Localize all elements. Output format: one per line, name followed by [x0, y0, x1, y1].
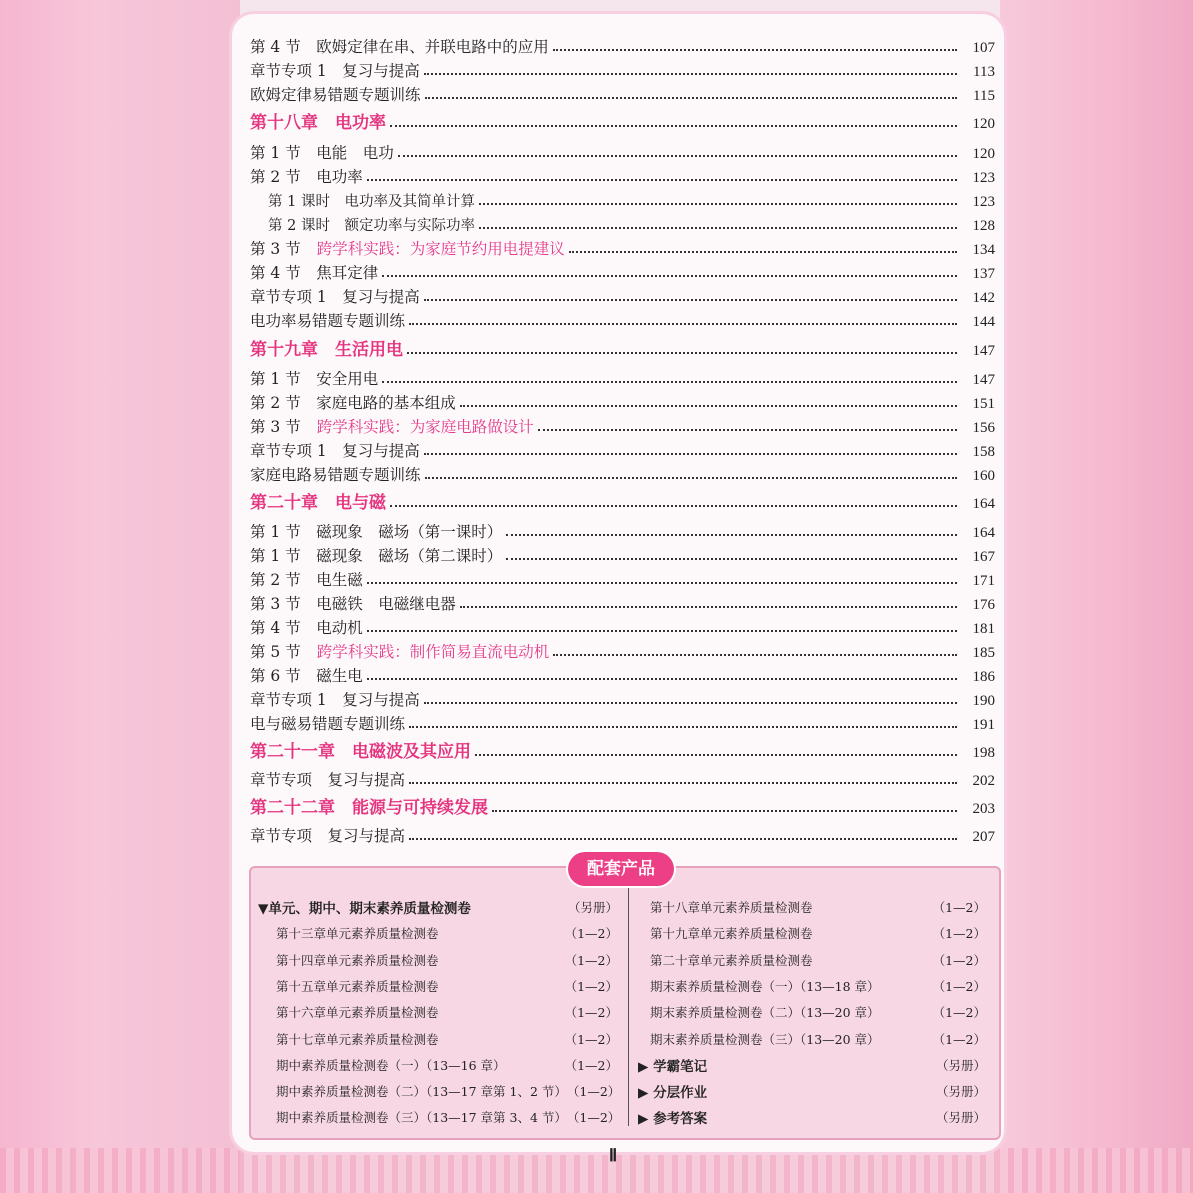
product-volume: （1—2） [932, 926, 986, 942]
toc-title: 电与磁易错题专题训练 [250, 715, 406, 733]
product-label: 第二十章单元素养质量检测卷 [650, 952, 813, 968]
toc-page-number: 120 [972, 116, 995, 132]
product-label: 第十五章单元素养质量检测卷 [276, 978, 439, 994]
dot-leader [382, 274, 957, 277]
toc-title: 第 3 节 电磁铁 电磁继电器 [250, 595, 456, 613]
product-item [638, 949, 986, 971]
toc-page-number: 147 [972, 343, 995, 359]
toc-title: 第 1 节 磁现象 磁场（第一课时） [250, 523, 503, 541]
toc-title: 第 1 课时 电功率及其简单计算 [268, 194, 475, 210]
toc-title: 第 1 节 电能 电功 [250, 144, 394, 162]
product-volume: （1—2） [932, 1005, 986, 1021]
product-item [258, 1054, 618, 1076]
toc-title: 电功率易错题专题训练 [250, 312, 406, 330]
product-item [638, 922, 986, 944]
toc-row [250, 638, 995, 662]
dot-leader [475, 753, 957, 756]
toc-title: 家庭电路易错题专题训练 [250, 466, 421, 484]
toc-chapter-row [250, 794, 995, 818]
toc-chapter-row [250, 336, 995, 360]
dot-leader [424, 452, 957, 455]
product-volume: （1—2） [932, 900, 986, 915]
toc-title: 第十九章 生活用电 [250, 340, 403, 360]
toc-row [250, 413, 995, 437]
product-volume: （1—2） [564, 926, 618, 942]
dot-leader [367, 178, 957, 181]
toc-title: 第 4 节 欧姆定律在串、并联电路中的应用 [250, 38, 549, 56]
toc-title-highlight: 跨学科实践：为家庭电路做设计 [316, 418, 534, 436]
toc-row [268, 211, 995, 235]
toc-title: 章节专项 1 复习与提高 [250, 442, 420, 460]
toc-page-number: 198 [972, 745, 995, 761]
toc-page-number: 134 [972, 242, 995, 258]
toc-page-number: 142 [972, 290, 995, 306]
toc-row [250, 307, 995, 331]
dot-leader [460, 404, 957, 407]
dot-leader [390, 504, 957, 507]
toc-row [250, 235, 995, 259]
toc-row [250, 710, 995, 734]
toc-title: 章节专项 1 复习与提高 [250, 288, 420, 306]
dot-leader [398, 154, 957, 157]
toc-row [268, 187, 995, 211]
toc-page-number: 164 [972, 496, 995, 512]
toc-page-number: 128 [972, 218, 995, 234]
product-item [258, 975, 618, 997]
product-volume: （1—2） [566, 1110, 621, 1126]
product-item [638, 1106, 986, 1128]
toc-page-number: 167 [972, 549, 995, 565]
toc-page-number: 160 [972, 468, 995, 484]
dot-leader [367, 677, 957, 680]
product-label: 第十四章单元素养质量检测卷 [276, 952, 439, 968]
toc-row [250, 163, 995, 187]
toc-page-number: 185 [972, 645, 995, 661]
toc-row [250, 33, 995, 57]
product-item [258, 949, 618, 971]
toc-title: 第二十一章 电磁波及其应用 [250, 742, 471, 762]
toc-title: 第 5 节 [250, 643, 301, 661]
product-item [258, 922, 618, 944]
toc-row [250, 283, 995, 307]
product-item [258, 896, 618, 918]
product-label: 期中素养质量检测卷（三）（13—17 章第 3、4 节） [276, 1110, 567, 1126]
product-item [638, 1001, 986, 1023]
toc-row [250, 139, 995, 163]
toc-page-number: 203 [972, 801, 995, 817]
dot-leader [460, 605, 957, 608]
toc-row [250, 662, 995, 686]
dot-leader [367, 581, 957, 584]
toc-row [250, 518, 995, 542]
toc-title: 第 2 节 家庭电路的基本组成 [250, 394, 456, 412]
product-label: ▶ 参考答案 [638, 1111, 708, 1128]
toc-title: 章节专项 1 复习与提高 [250, 62, 420, 80]
product-label: 第十六章单元素养质量检测卷 [276, 1005, 439, 1021]
toc-page-number: 156 [972, 420, 995, 436]
product-volume: （1—2） [564, 1057, 618, 1073]
product-label: 期中素养质量检测卷（二）（13—17 章第 1、2 节） [276, 1084, 567, 1100]
product-label: 期末素养质量检测卷（三）（13—20 章） [650, 1031, 880, 1047]
toc-page-number: 144 [972, 314, 995, 330]
toc-title: 第 3 节 [250, 418, 301, 436]
toc-page-number: 115 [973, 88, 995, 104]
product-volume: （1—2） [932, 1031, 986, 1047]
toc-page-number: 123 [972, 194, 995, 210]
left-decorative-margin [0, 0, 240, 1193]
toc-page-number: 207 [972, 829, 995, 845]
product-item [258, 1080, 621, 1102]
dot-leader [367, 629, 957, 632]
toc-page-number: 164 [972, 525, 995, 541]
dot-leader [538, 428, 957, 431]
dot-leader [409, 322, 957, 325]
dot-leader [553, 48, 957, 51]
dot-leader [409, 725, 957, 728]
product-volume: （1—2） [564, 1031, 618, 1047]
toc-title: 第 2 课时 额定功率与实际功率 [268, 218, 475, 234]
toc-page-number: 181 [972, 621, 995, 637]
dot-leader [479, 202, 957, 205]
page-number: Ⅱ [608, 1146, 618, 1165]
product-volume: （1—2） [564, 1005, 618, 1021]
toc-row [250, 590, 995, 614]
toc-page-number: 120 [972, 146, 995, 162]
toc-page-number: 202 [972, 773, 995, 789]
product-label: ▶ 学霸笔记 [638, 1058, 708, 1075]
dot-leader [425, 476, 957, 479]
toc-row [250, 259, 995, 283]
product-volume: （另册） [935, 1057, 986, 1073]
product-volume: （1—2） [564, 978, 618, 994]
toc-page-number: 186 [972, 669, 995, 685]
toc-chapter-row [250, 489, 995, 513]
product-volume: （1—2） [566, 1084, 621, 1100]
toc-page-number: 191 [972, 717, 995, 733]
toc-title: 第二十二章 能源与可持续发展 [250, 798, 488, 818]
dot-leader [506, 533, 957, 536]
product-item [258, 1106, 621, 1128]
product-label: 期末素养质量检测卷（二）（13—20 章） [650, 1005, 880, 1021]
toc-page-number: 107 [972, 40, 995, 56]
product-volume: （另册） [567, 900, 618, 915]
toc-page-number: 137 [972, 266, 995, 282]
toc-page-number: 151 [972, 396, 995, 412]
toc-title: 欧姆定律易错题专题训练 [250, 86, 421, 104]
toc-title: 第 2 节 电生磁 [250, 571, 363, 589]
toc-title: 第 6 节 磁生电 [250, 667, 363, 685]
toc-title: 第十八章 电功率 [250, 113, 386, 133]
toc-title: 第 1 节 安全用电 [250, 370, 379, 388]
toc-page-number: 147 [972, 372, 995, 388]
dot-leader [479, 226, 957, 229]
product-label: ▼单元、期中、期末素养质量检测卷 [258, 901, 471, 917]
companion-products-tag: 配套产品 [568, 852, 674, 886]
toc-page-number: 190 [972, 693, 995, 709]
dot-leader [424, 72, 957, 75]
dot-leader [425, 96, 957, 99]
toc-row [250, 81, 995, 105]
toc-chapter-row [250, 738, 995, 762]
product-label: 期中素养质量检测卷（一）（13—16 章） [276, 1057, 506, 1073]
toc-title: 章节专项 1 复习与提高 [250, 691, 420, 709]
dot-leader [424, 298, 957, 301]
dot-leader [492, 809, 957, 812]
toc-title-highlight: 跨学科实践：制作简易直流电动机 [316, 643, 550, 661]
dot-leader [569, 250, 957, 253]
dot-leader [382, 380, 957, 383]
product-item [638, 1080, 986, 1102]
toc-row [250, 461, 995, 485]
product-volume: （1—2） [564, 952, 618, 968]
toc-row [250, 365, 995, 389]
product-label: 第十九章单元素养质量检测卷 [650, 926, 813, 942]
toc-row [250, 566, 995, 590]
product-item [638, 896, 986, 918]
toc-title: 第 4 节 焦耳定律 [250, 264, 379, 282]
toc-title: 第 3 节 [250, 240, 301, 258]
right-decorative-margin [1000, 0, 1193, 1193]
toc-row [250, 686, 995, 710]
product-volume: （1—2） [932, 978, 986, 994]
toc-title: 第 2 节 电功率 [250, 168, 363, 186]
toc-row [250, 614, 995, 638]
toc-row [250, 766, 995, 790]
toc-row [250, 822, 995, 846]
product-volume: （另册） [935, 1110, 986, 1126]
product-label: ▶ 分层作业 [638, 1085, 708, 1102]
toc-page-number: 123 [972, 170, 995, 186]
bottom-decorative-band [0, 1148, 1193, 1193]
product-label: 第十八章单元素养质量检测卷 [650, 900, 813, 915]
dot-leader [409, 837, 957, 840]
toc-title: 章节专项 复习与提高 [250, 771, 406, 789]
product-item [258, 1028, 618, 1050]
toc-title: 第二十章 电与磁 [250, 493, 386, 513]
product-volume: （1—2） [932, 952, 986, 968]
product-label: 第十七章单元素养质量检测卷 [276, 1031, 439, 1047]
toc-page-number: 171 [972, 573, 995, 589]
toc-row [250, 57, 995, 81]
toc-title: 章节专项 复习与提高 [250, 827, 406, 845]
dot-leader [407, 351, 957, 354]
toc-title-highlight: 跨学科实践：为家庭节约用电提建议 [316, 240, 565, 258]
dot-leader [424, 701, 957, 704]
product-item [258, 1001, 618, 1023]
column-divider [628, 888, 629, 1126]
toc-row [250, 389, 995, 413]
toc-chapter-row [250, 109, 995, 133]
product-label: 第十三章单元素养质量检测卷 [276, 926, 439, 942]
dot-leader [409, 781, 957, 784]
toc-page-number: 176 [972, 597, 995, 613]
dot-leader [390, 124, 957, 127]
dot-leader [553, 653, 957, 656]
product-item [638, 975, 986, 997]
toc-page-number: 158 [972, 444, 995, 460]
toc-title: 第 1 节 磁现象 磁场（第二课时） [250, 547, 503, 565]
product-item [638, 1054, 986, 1076]
toc-page-number: 113 [973, 64, 995, 80]
product-volume: （另册） [935, 1084, 986, 1100]
toc-row [250, 437, 995, 461]
toc-row [250, 542, 995, 566]
toc-title: 第 4 节 电动机 [250, 619, 363, 637]
dot-leader [506, 557, 957, 560]
product-item [638, 1028, 986, 1050]
product-label: 期末素养质量检测卷（一）（13—18 章） [650, 978, 880, 994]
